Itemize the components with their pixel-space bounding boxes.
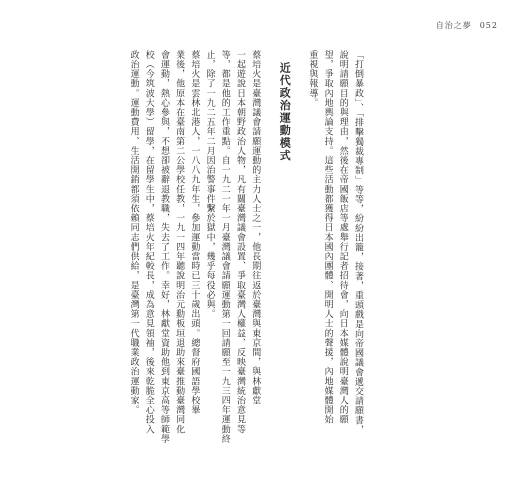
page-number: 052 bbox=[479, 21, 498, 30]
text-column: 重視與報導。 bbox=[307, 50, 318, 108]
text-column: 說明請願目的與理由，然後在帝國飯店等處舉行記者招待會，向日本媒體說明臺灣人的願 bbox=[337, 50, 348, 425]
text-column: 蔡培火是臺灣議會請願運動的主力人士之一，他長期往返於臺灣與東京間，與林獻堂 bbox=[250, 50, 261, 406]
section-heading: 近代政治運動模式 bbox=[278, 62, 292, 162]
text-column: 業後，他原本在臺南第二公學校任教，一九一四年聽說明治元勳板垣退助來臺推動臺灣同化 bbox=[174, 50, 185, 434]
text-column: 等，都是他的工作重點。自一九二一年一月臺灣議會請願運動第一回請願至一九三四年運動終 bbox=[219, 50, 230, 444]
text-column: 望，爭取內地輿論支持。這些活動都獲得日本國內團體、開明人士的聲援，內地媒體開始 bbox=[322, 50, 333, 425]
running-header-title: 自治之夢 bbox=[435, 21, 472, 30]
text-column: 會運動，熱心參與，不想卻被辭退教職，失去了工作。幸好，林獻堂資助他到東京高等師範學 bbox=[158, 50, 169, 444]
text-column: 「打倒暴政」、「排擊獨裁專制」等等，紛紛出籠，接著，重頭戲是向帝國議會遞交請願書， bbox=[353, 50, 363, 435]
running-header bbox=[436, 20, 498, 31]
text-column: 止，除了一九二五年二月因治警事件繫於獄中，幾乎每役必與。 bbox=[204, 50, 215, 319]
text-column: 一起遊說日本朝野政治人物，凡有關臺灣議會設置、爭取臺灣人權益、反映臺灣統治意見等 bbox=[234, 50, 245, 434]
text-column: 政治運動。運動費用、生活開銷都須依賴同志們供給，是臺灣第一代職業政治運動家。 bbox=[128, 50, 139, 415]
text-column: 校（今筑波大學）留學，在留學生中，蔡培火年紀較長，成為意見領袖，後來乾脆全心投入 bbox=[143, 50, 154, 434]
body-text bbox=[125, 50, 365, 455]
text-column: 蔡培火是雲林北港人，一八八九年生，參加運動當時已三十歲出頭。總督府國語學校畢 bbox=[189, 50, 200, 415]
